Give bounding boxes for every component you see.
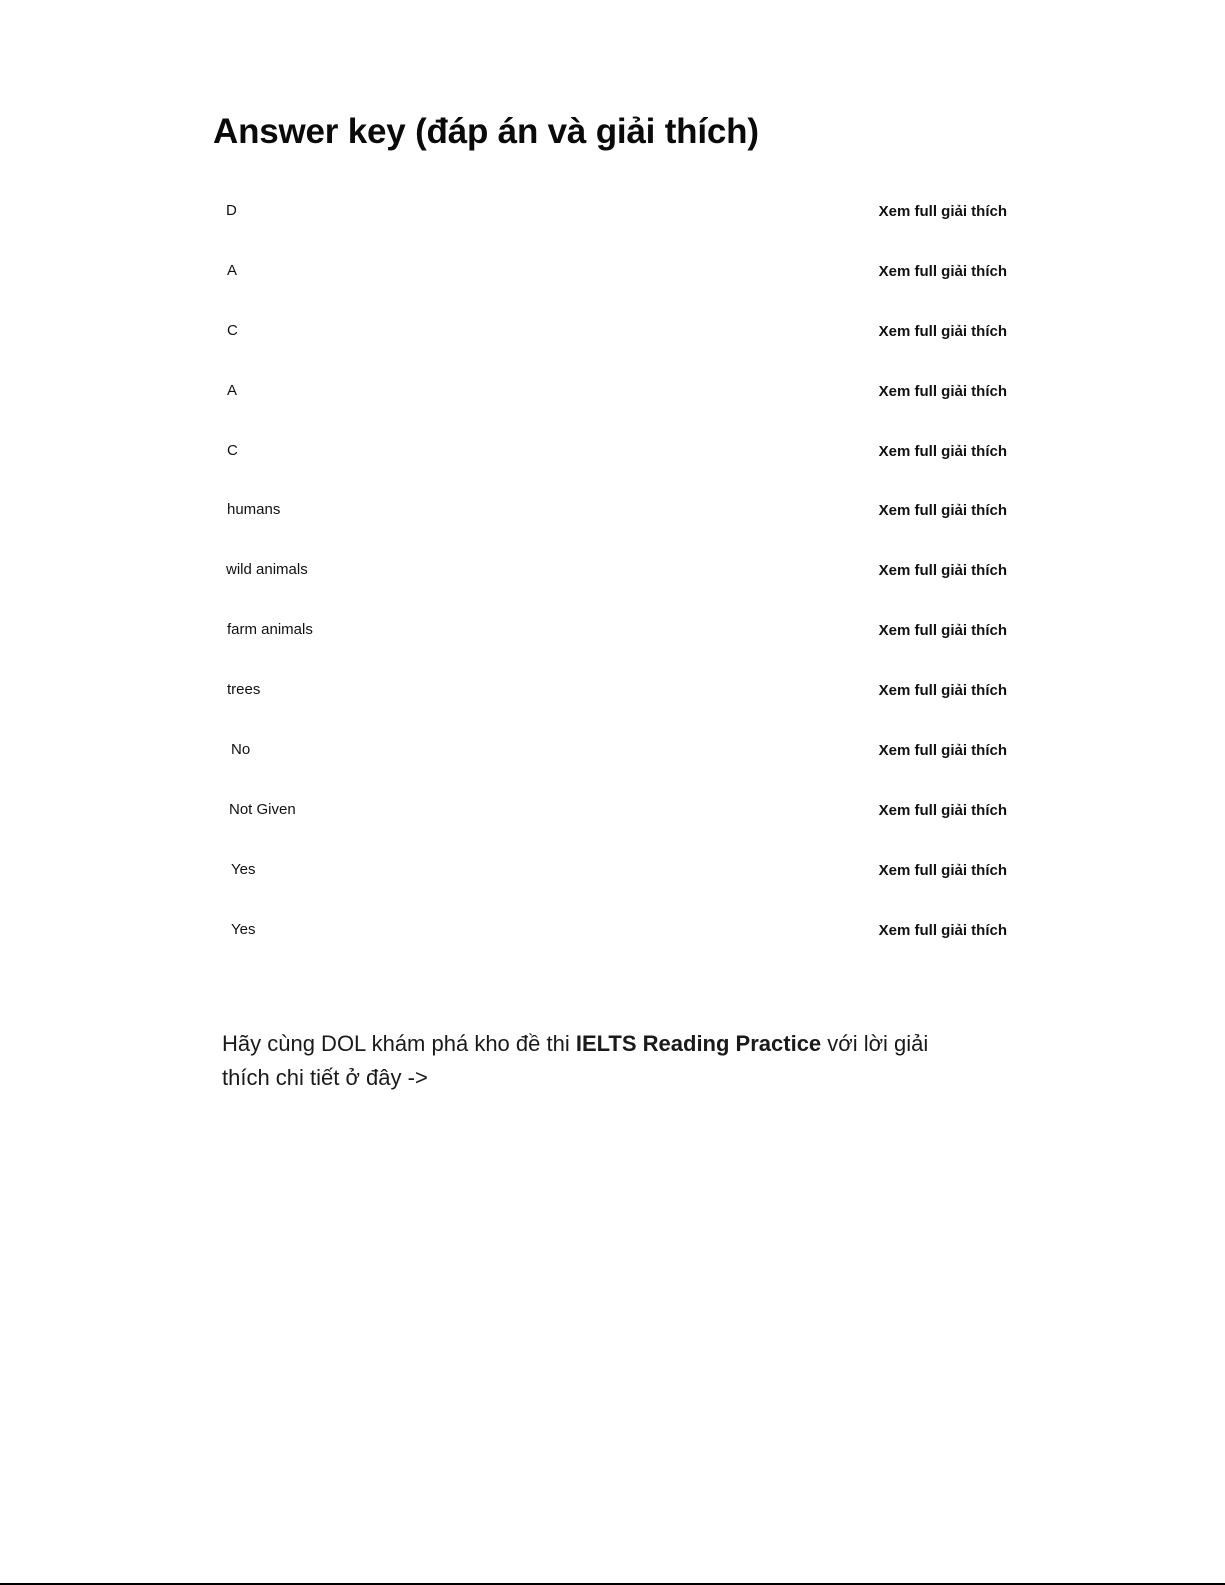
answer-row-10 xyxy=(220,737,1010,797)
answer-value: C xyxy=(227,441,238,459)
answer-value: A xyxy=(227,381,238,399)
answer-row-5 xyxy=(220,438,1010,498)
ielts-reading-practice-link[interactable]: IELTS Reading Practice xyxy=(575,1031,822,1056)
view-full-explanation-link[interactable]: Xem full giải thích xyxy=(878,262,1007,280)
view-full-explanation-link[interactable]: Xem full giải thích xyxy=(878,562,1007,580)
view-full-explanation-link[interactable]: Xem full giải thích xyxy=(878,682,1007,700)
promo-lead: Hãy cùng DOL khám phá kho đề thi xyxy=(222,1031,576,1056)
answer-value: D xyxy=(226,202,237,219)
answer-row-9 xyxy=(220,677,1010,737)
answer-value: wild animals xyxy=(226,561,308,579)
view-full-explanation-link[interactable]: Xem full giải thích xyxy=(878,622,1007,640)
answer-value: Not Given xyxy=(229,800,296,818)
page-title: Answer key (đáp án và giải thích) xyxy=(213,112,759,151)
view-full-explanation-link[interactable]: Xem full giải thích xyxy=(878,801,1007,819)
answer-row-7 xyxy=(220,557,1010,617)
answer-row-11 xyxy=(220,797,1010,857)
answer-row-1 xyxy=(220,198,1010,258)
answer-value: trees xyxy=(227,681,261,699)
answer-value: C xyxy=(227,321,238,339)
answer-value: A xyxy=(227,261,238,279)
answer-row-4 xyxy=(220,378,1010,438)
answer-row-3 xyxy=(220,318,1010,378)
answer-row-8 xyxy=(220,617,1010,677)
answer-value: No xyxy=(231,741,251,759)
answer-value: farm animals xyxy=(227,621,313,639)
promo-rest[interactable]: với lời giải thích chi tiết ở đây -> xyxy=(222,1031,929,1090)
answer-value: Yes xyxy=(231,920,256,938)
answer-row-6 xyxy=(220,497,1010,557)
answer-list xyxy=(220,198,1010,977)
view-full-explanation-link[interactable]: Xem full giải thích xyxy=(878,203,1007,220)
answer-row-2 xyxy=(220,258,1010,318)
view-full-explanation-link[interactable]: Xem full giải thích xyxy=(878,502,1007,520)
answer-row-13 xyxy=(220,917,1010,977)
view-full-explanation-link[interactable]: Xem full giải thích xyxy=(878,442,1007,460)
answer-value: Yes xyxy=(231,860,256,878)
view-full-explanation-link[interactable]: Xem full giải thích xyxy=(878,861,1007,879)
view-full-explanation-link[interactable]: Xem full giải thích xyxy=(878,382,1007,400)
view-full-explanation-link[interactable]: Xem full giải thích xyxy=(878,742,1007,760)
answer-row-12 xyxy=(220,857,1010,917)
view-full-explanation-link[interactable]: Xem full giải thích xyxy=(878,322,1007,340)
promo-text xyxy=(222,1027,982,1095)
answer-value: humans xyxy=(227,501,281,519)
view-full-explanation-link[interactable]: Xem full giải thích xyxy=(878,921,1007,939)
